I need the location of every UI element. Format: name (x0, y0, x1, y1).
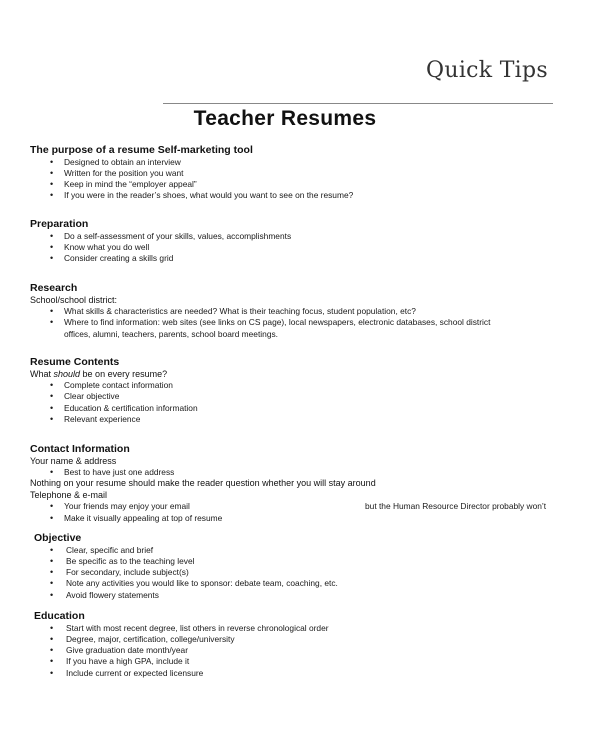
list-item: • Designed to obtain an interview (30, 157, 575, 168)
education-section (30, 610, 575, 679)
header-rule (163, 103, 553, 104)
list-item: • Complete contact information (30, 380, 575, 391)
research-section (30, 282, 575, 340)
list-item: • Education & certification information (30, 403, 575, 414)
research-heading: Research (30, 282, 78, 294)
education-heading: Education (34, 610, 85, 622)
list-item: • Clear, specific and brief (30, 545, 575, 556)
resume-contents-list (30, 380, 575, 425)
contact-section (30, 443, 575, 524)
education-list (30, 623, 575, 679)
list-item: • Note any activities you would like to sponsor: debate team, coaching, etc. (30, 578, 575, 589)
contact-heading: Contact Information (30, 443, 130, 455)
item-right-text: but the Human Resource Director probably won’t (365, 501, 547, 512)
list-item (30, 501, 575, 512)
quick-tips-label: Quick Tips (426, 58, 548, 83)
list-item: • Start with most recent degree, list others in reverse chronological order (30, 623, 575, 634)
purpose-section (30, 144, 575, 202)
list-item: • Clear objective (30, 391, 575, 402)
objective-section (30, 532, 575, 601)
item-left-text: Your friends may enjoy your email (64, 501, 190, 512)
contact-list-name (30, 467, 575, 478)
sub-text-emphasis: should (53, 368, 81, 379)
list-item: • What skills & characteristics are needed? What is their teaching focus, student population, etc? (30, 306, 500, 317)
list-item: • Keep in mind the “employer appeal” (30, 179, 575, 190)
list-item: • Relevant experience (30, 414, 575, 425)
resume-contents-heading: Resume Contents (30, 356, 120, 368)
list-item: • Make it visually appealing at top of resume (30, 513, 575, 524)
list-item: • Include current or expected licensure (30, 668, 575, 679)
research-subheading: School/school district: (30, 294, 118, 305)
list-item: • Be specific as to the teaching level (30, 556, 575, 567)
contact-note: Nothing on your resume should make the reader question whether you will stay around (30, 478, 376, 489)
list-item: • Best to have just one address (30, 467, 575, 478)
list-item: • Degree, major, certification, college/university (30, 634, 575, 645)
list-item: • For secondary, include subject(s) (30, 567, 575, 578)
list-item: • Written for the position you want (30, 168, 575, 179)
objective-list (30, 545, 575, 601)
list-item: • Consider creating a skills grid (30, 253, 575, 264)
resume-contents-section (30, 356, 575, 425)
list-item: • Avoid flowery statements (30, 590, 575, 601)
list-item: • If you have a high GPA, include it (30, 656, 575, 667)
contact-sub-name: Your name & address (30, 455, 117, 466)
list-item: • Do a self-assessment of your skills, values, accomplishments (30, 231, 575, 242)
sub-text-post: be on every resume? (80, 368, 168, 379)
objective-heading: Objective (34, 532, 82, 544)
preparation-heading: Preparation (30, 218, 89, 230)
sub-text-pre: What (30, 368, 54, 379)
list-item: • Give graduation date month/year (30, 645, 575, 656)
purpose-list (30, 157, 575, 202)
list-item: • If you were in the reader’s shoes, what would you want to see on the resume? (30, 190, 575, 201)
contact-sub-telephone: Telephone & e-mail (30, 489, 108, 500)
preparation-section (30, 218, 575, 264)
list-item: • Know what you do well (30, 242, 575, 253)
research-list (30, 306, 500, 340)
contact-list-telephone (30, 501, 575, 524)
resume-contents-subheading (30, 369, 575, 381)
purpose-heading: The purpose of a resume Self-marketing tool (30, 144, 253, 156)
preparation-list (30, 231, 575, 265)
page-title: Teacher Resumes (193, 107, 377, 130)
list-item: • Where to find information: web sites (see links on CS page), local newspapers, electronic databases, school district offices, alumni, teachers, parents, school board meetings. (30, 317, 500, 340)
